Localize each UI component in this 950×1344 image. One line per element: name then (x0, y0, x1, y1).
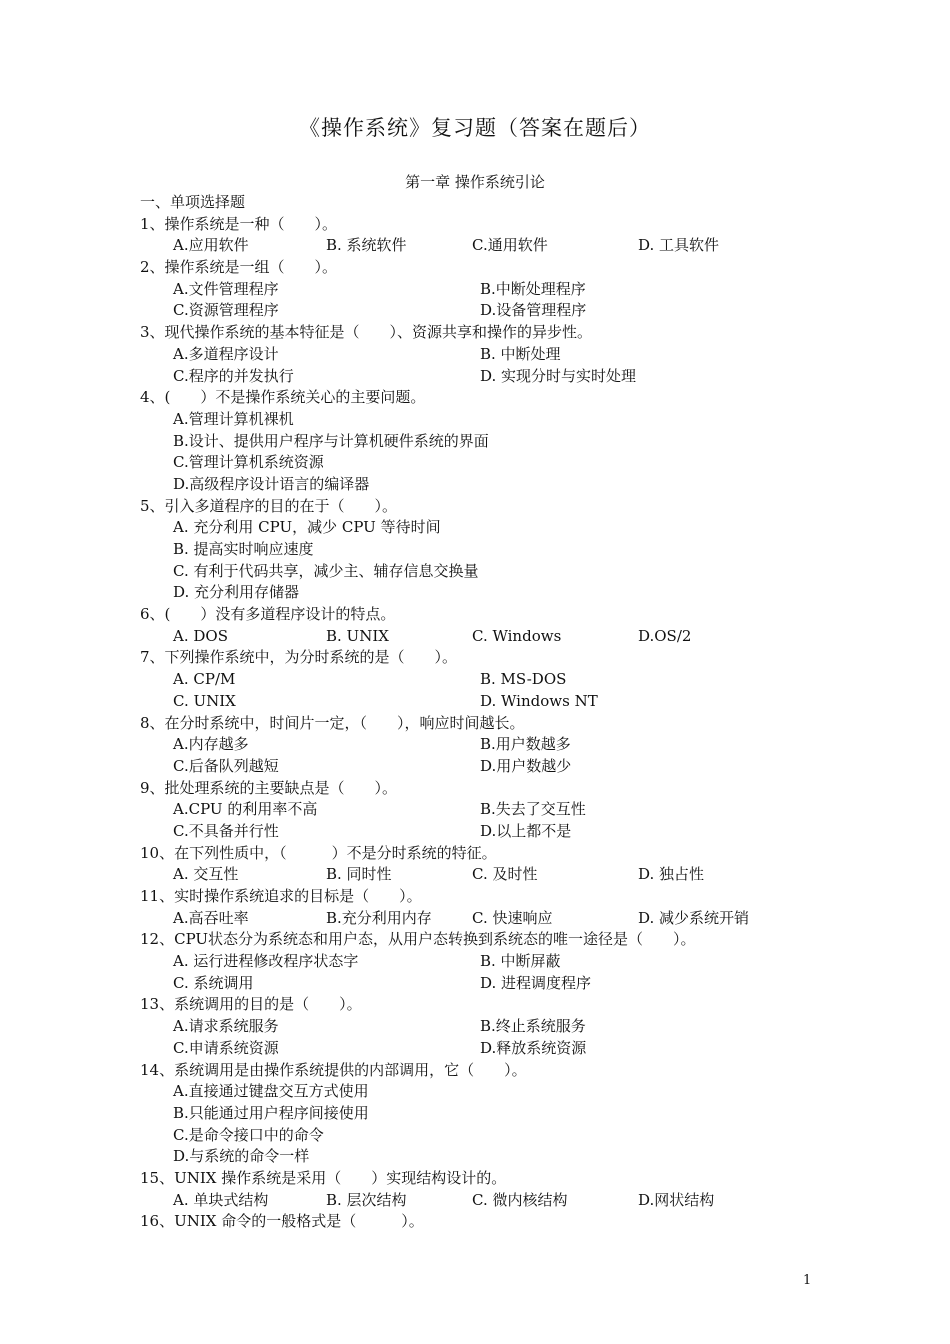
options-row (140, 517, 820, 539)
question-stem: 11、实时操作系统追求的目标是（ ）。 (140, 887, 422, 905)
options-row (140, 474, 820, 496)
answer-option: A.应用软件 (173, 236, 249, 255)
answer-option: B.只能通过用户程序间接使用 (173, 1103, 369, 1122)
answer-option: B.设计、提供用户程序与计算机硬件系统的界面 (173, 431, 489, 450)
answer-option: D.网状结构 (638, 1190, 715, 1209)
options-row (140, 344, 820, 366)
options-row (140, 366, 820, 388)
question-list (140, 192, 820, 1233)
answer-option: C.管理计算机系统资源 (173, 453, 324, 472)
answer-option: B. 中断处理 (480, 344, 561, 363)
chapter-heading: 第一章 操作系统引论 (405, 173, 545, 191)
options-row (140, 431, 820, 453)
options-row (140, 1016, 820, 1038)
question-stem: 10、在下列性质中，（ ）不是分时系统的特征。 (140, 843, 497, 862)
options-row (140, 626, 820, 648)
options-row (140, 669, 820, 691)
answer-option: A. 单块式结构 (173, 1190, 269, 1209)
answer-option: C.通用软件 (472, 236, 548, 255)
options-row (140, 799, 820, 821)
question-stem: 4、( ）不是操作系统关心的主要问题。 (140, 388, 426, 407)
section-heading: 一、单项选择题 (140, 193, 246, 211)
options-row (140, 973, 820, 995)
answer-option: C. 有利于代码共享，减少主、辅存信息交换量 (173, 561, 479, 580)
options-row (140, 1103, 820, 1125)
answer-option: B. 中断屏蔽 (480, 952, 561, 971)
answer-option: B. 系统软件 (326, 236, 407, 255)
options-row (140, 1190, 820, 1212)
answer-option: C.是命令接口中的命令 (173, 1125, 324, 1144)
answer-option: B. 层次结构 (326, 1190, 407, 1209)
question-stem: 5、引入多道程序的目的在于（ ）。 (140, 496, 398, 515)
answer-option: D.高级程序设计语言的编译器 (173, 474, 370, 493)
answer-option: A.内存越多 (173, 735, 249, 754)
answer-option: C. 及时性 (472, 865, 538, 884)
question-stem: 3、现代操作系统的基本特征是（ ）、资源共享和操作的异步性。 (140, 323, 593, 342)
answer-option: B. UNIX (326, 626, 389, 645)
options-row (140, 951, 820, 973)
answer-option: B. MS-DOS (480, 670, 567, 689)
answer-option: B. 提高实时响应速度 (173, 540, 314, 558)
question-stem: 2、操作系统是一组（ ）。 (140, 258, 338, 277)
answer-option: C. 系统调用 (173, 973, 254, 992)
question-stem: 7、下列操作系统中，为分时系统的是（ ）。 (140, 648, 458, 667)
answer-option: C. 微内核结构 (472, 1190, 568, 1209)
answer-option: D. 减少系统开销 (638, 908, 750, 927)
answer-option: C. 快速响应 (472, 908, 553, 927)
answer-option: A. 充分利用 CPU，减少 CPU 等待时间 (173, 518, 441, 537)
answer-option: A.高吞吐率 (173, 908, 249, 927)
options-row (140, 300, 820, 322)
answer-option: C.后备队列越短 (173, 756, 279, 775)
answer-option: A.CPU 的利用率不高 (173, 800, 318, 819)
answer-option: D.OS/2 (638, 626, 692, 645)
options-row (140, 539, 820, 561)
question-stem: 16、UNIX 命令的一般格式是（ ）。 (140, 1212, 424, 1231)
options-row (140, 582, 820, 604)
answer-option: B. 同时性 (326, 865, 392, 884)
answer-option: D. 独占性 (638, 865, 705, 884)
question-stem: 9、批处理系统的主要缺点是（ ）。 (140, 778, 398, 797)
answer-option: C.程序的并发执行 (173, 366, 294, 385)
options-row (140, 756, 820, 778)
answer-option: D. 工具软件 (638, 236, 720, 255)
options-row (140, 1038, 820, 1060)
answer-option: C. Windows (472, 626, 562, 645)
question-stem: 12、CPU状态分为系统态和用户态，从用户态转换到系统态的唯一途径是（ ）。 (140, 930, 696, 949)
page-number: 1 (803, 1273, 812, 1288)
answer-option: A.文件管理程序 (173, 279, 279, 298)
answer-option: C.资源管理程序 (173, 301, 279, 320)
answer-option: D.以上都不是 (480, 821, 572, 840)
answer-option: B.终止系统服务 (480, 1017, 586, 1036)
question-stem: 1、操作系统是一种（ ）。 (140, 214, 338, 233)
options-row (140, 864, 820, 886)
answer-option: D. 进程调度程序 (480, 973, 592, 992)
answer-option: D.用户数越少 (480, 756, 572, 775)
question-stem: 6、( ）没有多道程序设计的特点。 (140, 605, 396, 624)
answer-option: A. 交互性 (173, 865, 239, 884)
answer-option: D.释放系统资源 (480, 1038, 587, 1057)
options-row (140, 452, 820, 474)
question-stem: 13、系统调用的目的是（ ）。 (140, 995, 362, 1014)
answer-option: A. CP/M (173, 670, 236, 689)
question-stem: 14、系统调用是由操作系统提供的内部调用，它（ ）。 (140, 1060, 527, 1079)
options-row (140, 691, 820, 713)
question-stem: 8、在分时系统中，时间片一定，（ ），响应时间越长。 (140, 713, 525, 732)
question-stem: 15、UNIX 操作系统是采用（ ）实现结构设计的。 (140, 1168, 507, 1187)
answer-option: B.充分利用内存 (326, 908, 432, 927)
answer-option: B.用户数越多 (480, 735, 571, 754)
answer-option: A.管理计算机裸机 (173, 409, 294, 428)
answer-option: B.失去了交互性 (480, 800, 586, 819)
answer-option: B.中断处理程序 (480, 279, 586, 298)
answer-option: A. DOS (173, 626, 228, 645)
answer-option: D. 实现分时与实时处理 (480, 366, 637, 385)
options-row (140, 409, 820, 431)
options-row (140, 279, 820, 301)
options-row (140, 821, 820, 843)
options-row (140, 908, 820, 930)
answer-option: C.申请系统资源 (173, 1038, 279, 1057)
answer-option: A.请求系统服务 (173, 1017, 279, 1036)
options-row (140, 1146, 820, 1168)
options-row (140, 561, 820, 583)
options-row (140, 734, 820, 756)
answer-option: C. UNIX (173, 691, 236, 710)
options-row (140, 1125, 820, 1147)
options-row (140, 1081, 820, 1103)
answer-option: A.直接通过键盘交互方式使用 (173, 1082, 369, 1101)
answer-option: D. 充分利用存储器 (173, 583, 300, 602)
answer-option: D.设备管理程序 (480, 301, 587, 320)
options-row (140, 235, 820, 257)
document-title: 《操作系统》复习题（答案在题后） (299, 116, 651, 140)
answer-option: C.不具备并行性 (173, 821, 279, 840)
answer-option: A.多道程序设计 (173, 344, 279, 363)
answer-option: A. 运行进程修改程序状态字 (173, 952, 359, 971)
answer-option: D. Windows NT (480, 691, 598, 710)
answer-option: D.与系统的命令一样 (173, 1147, 310, 1166)
